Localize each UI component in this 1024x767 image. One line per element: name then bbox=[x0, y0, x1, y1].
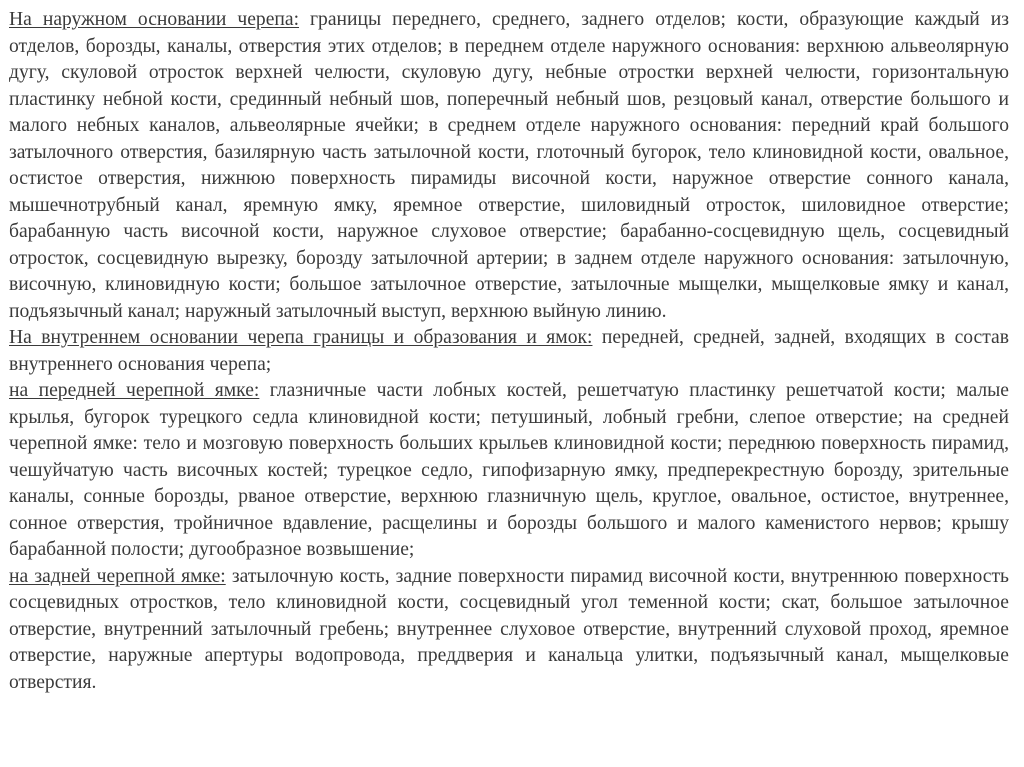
section-heading: на передней черепной ямке: bbox=[9, 380, 260, 401]
document-body bbox=[9, 7, 1009, 696]
section-text: границы переднего, среднего, заднего отделов; кости, образующие каждый из отделов, борозды, каналы, отверстия этих отделов; в переднем отделе наружного основания: верхнюю альвеолярную дугу, скуловой отросток верхней челюсти, скуловую дугу, небные отростки верхней челюсти, горизонтальную пластинку небной кости, срединный небный шов, поперечный небный шов, резцовый канал, отверстие большого и малого небных каналов, альвеолярные ячейки; в среднем отделе наружного основания: передний край большого затылочного отверстия, базилярную часть затылочной кости, глоточный бугорок, тело клиновидной кости, овальное, остистое отверстия, нижнюю поверхность пирамиды височной кости, наружное отверстие сонного канала, мышечнотрубный канал, яремную ямку, яремное отверстие, шиловидный отросток, шиловидное отверстие; барабанную часть височной кости, наружное слуховое отверстие; барабанно-сосцевидную щель, сосцевидный отросток, сосцевидную вырезку, борозду затылочной артерии; в заднем отделе наружного основания: затылочную, височную, клиновидную кости; большое затылочное отверстие, затылочные мыщелки, мыщелковые ямку и канал, подъязычный канал; наружный затылочный выступ, верхнюю выйную линию. bbox=[9, 9, 1009, 322]
section-text: глазничные части лобных костей, решетчатую пластинку решетчатой кости; малые крылья, бугорок турецкого седла клиновидной кости; петушиный, лобный гребни, слепое отверстие; на средней черепной ямке: тело и мозговую поверхность больших крыльев клиновидной кости; переднюю поверхность пирамид, чешуйчатую часть височных костей; турецкое седло, гипофизарную ямку, предперекрестную борозду, зрительные каналы, сонные борозды, рваное отверстие, верхнюю глазничную щель, круглое, овальное, остистое, внутреннее, сонное отверстия, тройничное вдавление, расщелины и борозды большого и малого каменистого нервов; крышу барабанной полости; дугообразное возвышение; bbox=[9, 380, 1009, 560]
section-heading: на задней черепной ямке: bbox=[9, 565, 226, 587]
section-outer-base bbox=[9, 7, 1009, 325]
section-heading: На внутреннем основании черепа границы и образования и ямок: bbox=[9, 327, 593, 348]
section-posterior-fossa bbox=[9, 564, 1009, 697]
section-text: затылочную кость, задние поверхности пирамид височной кости, внутреннюю поверхность сосцевидных отростков, тело клиновидной кости, сосцевидный угол теменной кости; скат, большое затылочное отверстие, внутренний затылочный гребень; внутреннее слуховое отверстие, внутренний слуховой проход, яремное отверстие, наружные апертуры водопровода, преддверия и канальца улитки, подъязычный канал, мыщелковые отверстия. bbox=[9, 565, 1009, 693]
section-anterior-fossa bbox=[9, 378, 1009, 564]
section-heading: На наружном основании черепа: bbox=[9, 9, 300, 30]
section-text: передней, средней, задней, входящих в состав внутреннего основания черепа; bbox=[9, 327, 1009, 375]
section-inner-base bbox=[9, 325, 1009, 378]
